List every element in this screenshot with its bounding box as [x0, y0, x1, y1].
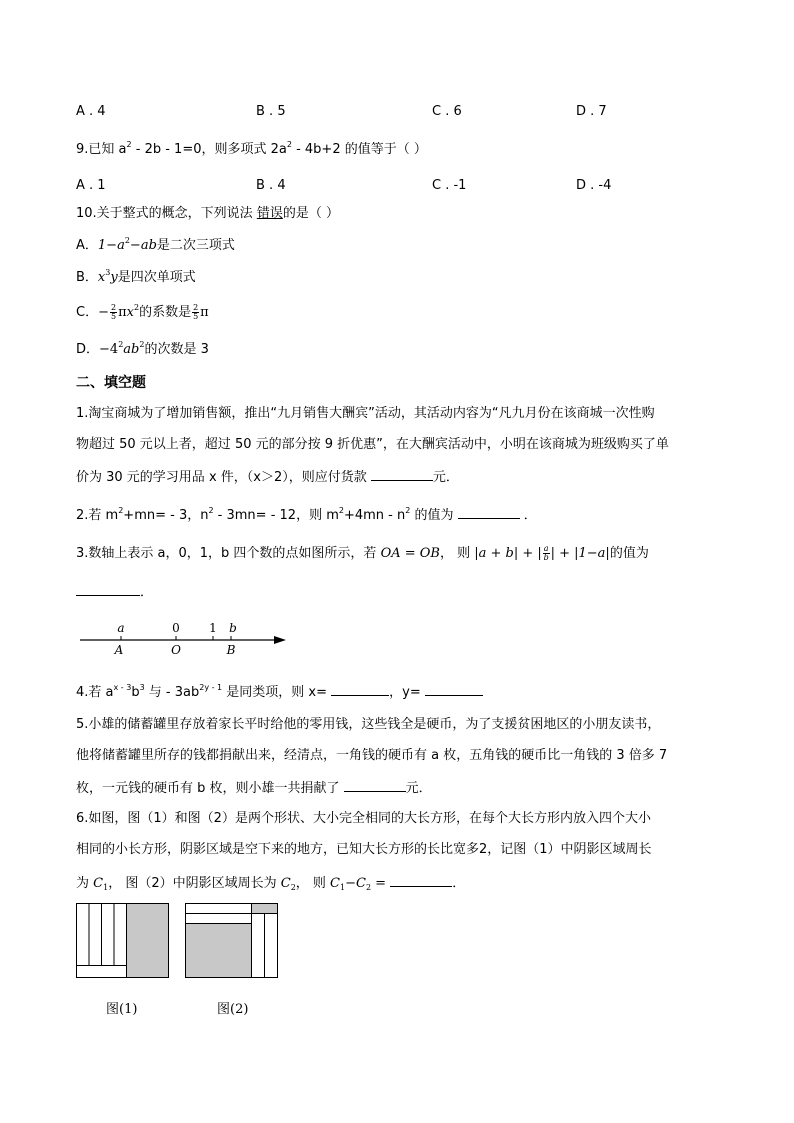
- figure-2-caption: 图(2): [217, 1002, 249, 1017]
- math-expr: C: [356, 876, 366, 891]
- f3-text: ．: [140, 585, 154, 600]
- f1-line3: [76, 468, 459, 486]
- label-b: b: [229, 621, 237, 635]
- math-expr: + |1−a|: [554, 546, 610, 561]
- math-expr: π: [118, 305, 127, 320]
- math-expr: 1−a: [97, 238, 125, 253]
- math-expr: x: [97, 270, 106, 285]
- f2-sup: 2: [338, 506, 344, 515]
- fraction: [110, 304, 117, 321]
- small-rect: [77, 904, 90, 966]
- q10-option-a: [76, 238, 235, 254]
- q9-sup: 2: [126, 140, 132, 149]
- option-text: 是四次单项式: [117, 270, 196, 285]
- answer-blank[interactable]: [390, 874, 452, 887]
- f4-sup: 3: [139, 683, 145, 692]
- option-label: B．: [76, 270, 98, 285]
- q8-option-b: B . 5: [256, 104, 286, 119]
- f3-text: ， 则: [439, 546, 475, 561]
- label-A: A: [114, 643, 124, 657]
- label-1: 1: [209, 621, 217, 635]
- q9-stem-text: - 2b - 1=0，则多项式 2a: [131, 142, 287, 157]
- math-sup: 2: [139, 340, 145, 349]
- figure-2: [185, 903, 279, 979]
- answer-blank[interactable]: [458, 506, 520, 519]
- q9-stem-text: 9.已知 a: [76, 142, 127, 157]
- f2-sup: 2: [405, 506, 411, 515]
- small-rect: [252, 914, 265, 978]
- f2-text: - 3mn= - 12，则 m: [213, 508, 339, 523]
- q9-sup: 2: [286, 140, 292, 149]
- option-text: 是二次三项式: [156, 238, 235, 253]
- f2-text: 2.若 m: [76, 508, 119, 523]
- f3-text: 的值为: [609, 546, 649, 561]
- small-rect: [186, 914, 252, 924]
- q8-option-d: D . 7: [576, 104, 607, 119]
- q10-stem-text: 10.关于整式的概念，下列说法: [76, 206, 257, 221]
- f4-text: ，y=: [389, 685, 425, 700]
- f6-line1: 6.如图，图（1）和图（2）是两个形状、大小完全相同的大长方形，在每个大长方形内放入四个大小: [76, 811, 651, 826]
- math-expr: |a + b| +: [474, 546, 538, 561]
- f6-text: ．: [452, 876, 466, 891]
- math-sup: 2: [133, 303, 140, 312]
- figure-1: [76, 903, 170, 979]
- f4-stem: [76, 683, 483, 701]
- f6-line2: 相同的小长方形，阴影区域是空下来的地方，已知大长方形的长比宽多2，记图（1）中阴影区域周长: [76, 842, 652, 857]
- fraction-denominator: b: [543, 553, 549, 562]
- math-expr: −: [98, 305, 109, 320]
- math-sup: 3: [105, 268, 111, 277]
- f2-text: ．: [519, 508, 537, 523]
- f2-text: +4mn - n: [343, 508, 406, 523]
- label-B: B: [226, 643, 236, 657]
- q10-option-c: [76, 304, 209, 321]
- answer-blank-x[interactable]: [331, 683, 389, 696]
- math-expr: ab: [123, 342, 140, 357]
- f4-text: 与 - 3ab: [144, 685, 200, 700]
- q10-option-b: [76, 270, 196, 286]
- math-sub: 2: [290, 883, 296, 892]
- f1-text: 价为 30 元的学习用品 x 件，（x＞2），则应付货款: [76, 470, 371, 485]
- f2-text: +mn= - 3，n: [123, 508, 209, 523]
- math-expr: C: [93, 876, 104, 891]
- answer-blank-y[interactable]: [425, 683, 483, 696]
- f4-text: 4.若 a: [76, 685, 114, 700]
- label-a: a: [117, 621, 125, 635]
- q10-stem-text: 的是（ ）: [282, 206, 339, 221]
- f4-text: b: [131, 685, 140, 700]
- f1-line2: 物超过 50 元以上者，超过 50 元的部分按 9 折优惠”，在大酬宾活动中，小明在该商城为班级购买了单: [76, 437, 669, 452]
- math-expr: x: [126, 305, 134, 320]
- f4-text: 是同类项，则 x=: [222, 685, 332, 700]
- number-line-figure: [76, 618, 292, 660]
- fraction-denominator: 5: [193, 312, 199, 321]
- f2-sup: 2: [208, 506, 214, 515]
- f4-sup: 2y - 1: [199, 683, 223, 692]
- fraction-numerator: 2: [110, 303, 117, 312]
- blank-strip: [77, 966, 127, 978]
- small-rect: [102, 904, 115, 966]
- q10-stem: [76, 206, 339, 222]
- f3-stem: [76, 545, 649, 562]
- math-sub: 1: [103, 883, 109, 892]
- q9-stem-text: - 4b+2 的值等于（ ）: [291, 142, 427, 157]
- small-rect: [265, 914, 278, 978]
- f3-answer-line: [76, 583, 153, 601]
- f6-text: 为: [76, 876, 94, 891]
- math-expr: =: [371, 876, 391, 891]
- answer-blank[interactable]: [76, 583, 140, 596]
- f1-line1: 1.淘宝商城为了增加销售额，推出“九月销售大酬宾”活动，其活动内容为“凡九月份在该商城一次性购: [76, 406, 655, 421]
- f6-text: ， 则: [295, 876, 331, 891]
- q8-option-c: C . 6: [432, 104, 462, 119]
- f4-sup: x - 3: [113, 683, 132, 692]
- fraction-numerator: a: [543, 544, 549, 553]
- math-sub: 2: [365, 883, 372, 892]
- math-sup: 2: [118, 340, 124, 349]
- fraction-numerator: 2: [193, 303, 199, 312]
- q9-stem: [76, 142, 427, 158]
- q8-option-a: A . 4: [76, 104, 106, 119]
- math-expr: OA = OB: [380, 546, 440, 561]
- math-sup: 2: [124, 236, 130, 245]
- f6-line3: [76, 874, 465, 892]
- arrow-icon: [274, 636, 286, 644]
- q9-option-d: D . -4: [576, 178, 612, 193]
- abs-bar: |: [537, 546, 542, 561]
- option-label: C．: [76, 305, 99, 320]
- option-label: A．: [76, 238, 98, 253]
- math-expr: −: [345, 876, 356, 891]
- q9-option-a: A . 1: [76, 178, 106, 193]
- fraction-denominator: 5: [110, 312, 117, 321]
- f6-text: ， 图（2）中阴影区域周长为: [108, 876, 281, 891]
- math-sub: 1: [340, 883, 346, 892]
- f2-text: 的值为: [410, 508, 458, 523]
- math-expr: −ab: [129, 238, 157, 253]
- option-text: 的系数是: [139, 305, 192, 320]
- option-label: D．: [76, 342, 100, 357]
- q9-option-b: B . 4: [256, 178, 286, 193]
- f5-line2: 他将储蓄罐里所存的钱都捐献出来，经清点，一角钱的硬币有 a 枚，五角钱的硬币比一角钱的 3 倍多 7: [76, 748, 668, 763]
- label-O: O: [171, 643, 181, 657]
- f5-text: 枚，一元钱的硬币有 b 枚，则小雄一共捐献了: [76, 781, 344, 796]
- fraction: [543, 545, 550, 562]
- answer-blank[interactable]: [344, 779, 406, 792]
- math-expr: −4: [99, 342, 119, 357]
- math-expr: π: [200, 305, 209, 320]
- abs-bar: |: [550, 546, 555, 561]
- small-rect: [114, 904, 127, 966]
- q10-option-d: [76, 342, 209, 358]
- q9-option-c: C . -1: [432, 178, 467, 193]
- f3-text: 3.数轴上表示 a，0，1，b 四个数的点如图所示，若: [76, 546, 381, 561]
- math-expr: C: [280, 876, 291, 891]
- math-expr: C: [330, 876, 340, 891]
- f2-stem: [76, 506, 537, 524]
- math-expr: y: [110, 270, 118, 285]
- section-heading: 二、填空题: [76, 375, 146, 391]
- q10-emphasis: 错误: [256, 206, 283, 221]
- f2-sup: 2: [118, 506, 124, 515]
- answer-blank[interactable]: [371, 468, 433, 481]
- f5-line1: 5.小雄的储蓄罐里存放着家长平时给他的零用钱，这些钱全是硬币，为了支援贫困地区的小朋友读书，: [76, 717, 661, 732]
- figure-1-caption: 图(1): [106, 1002, 138, 1017]
- small-rect: [186, 904, 252, 914]
- label-0: 0: [172, 621, 180, 635]
- f5-text: 元．: [405, 781, 432, 796]
- f5-line3: [76, 779, 432, 797]
- f1-text: 元．: [432, 470, 459, 485]
- option-text: 的次数是 3: [144, 342, 209, 357]
- fraction: [192, 304, 199, 321]
- small-rect: [89, 904, 102, 966]
